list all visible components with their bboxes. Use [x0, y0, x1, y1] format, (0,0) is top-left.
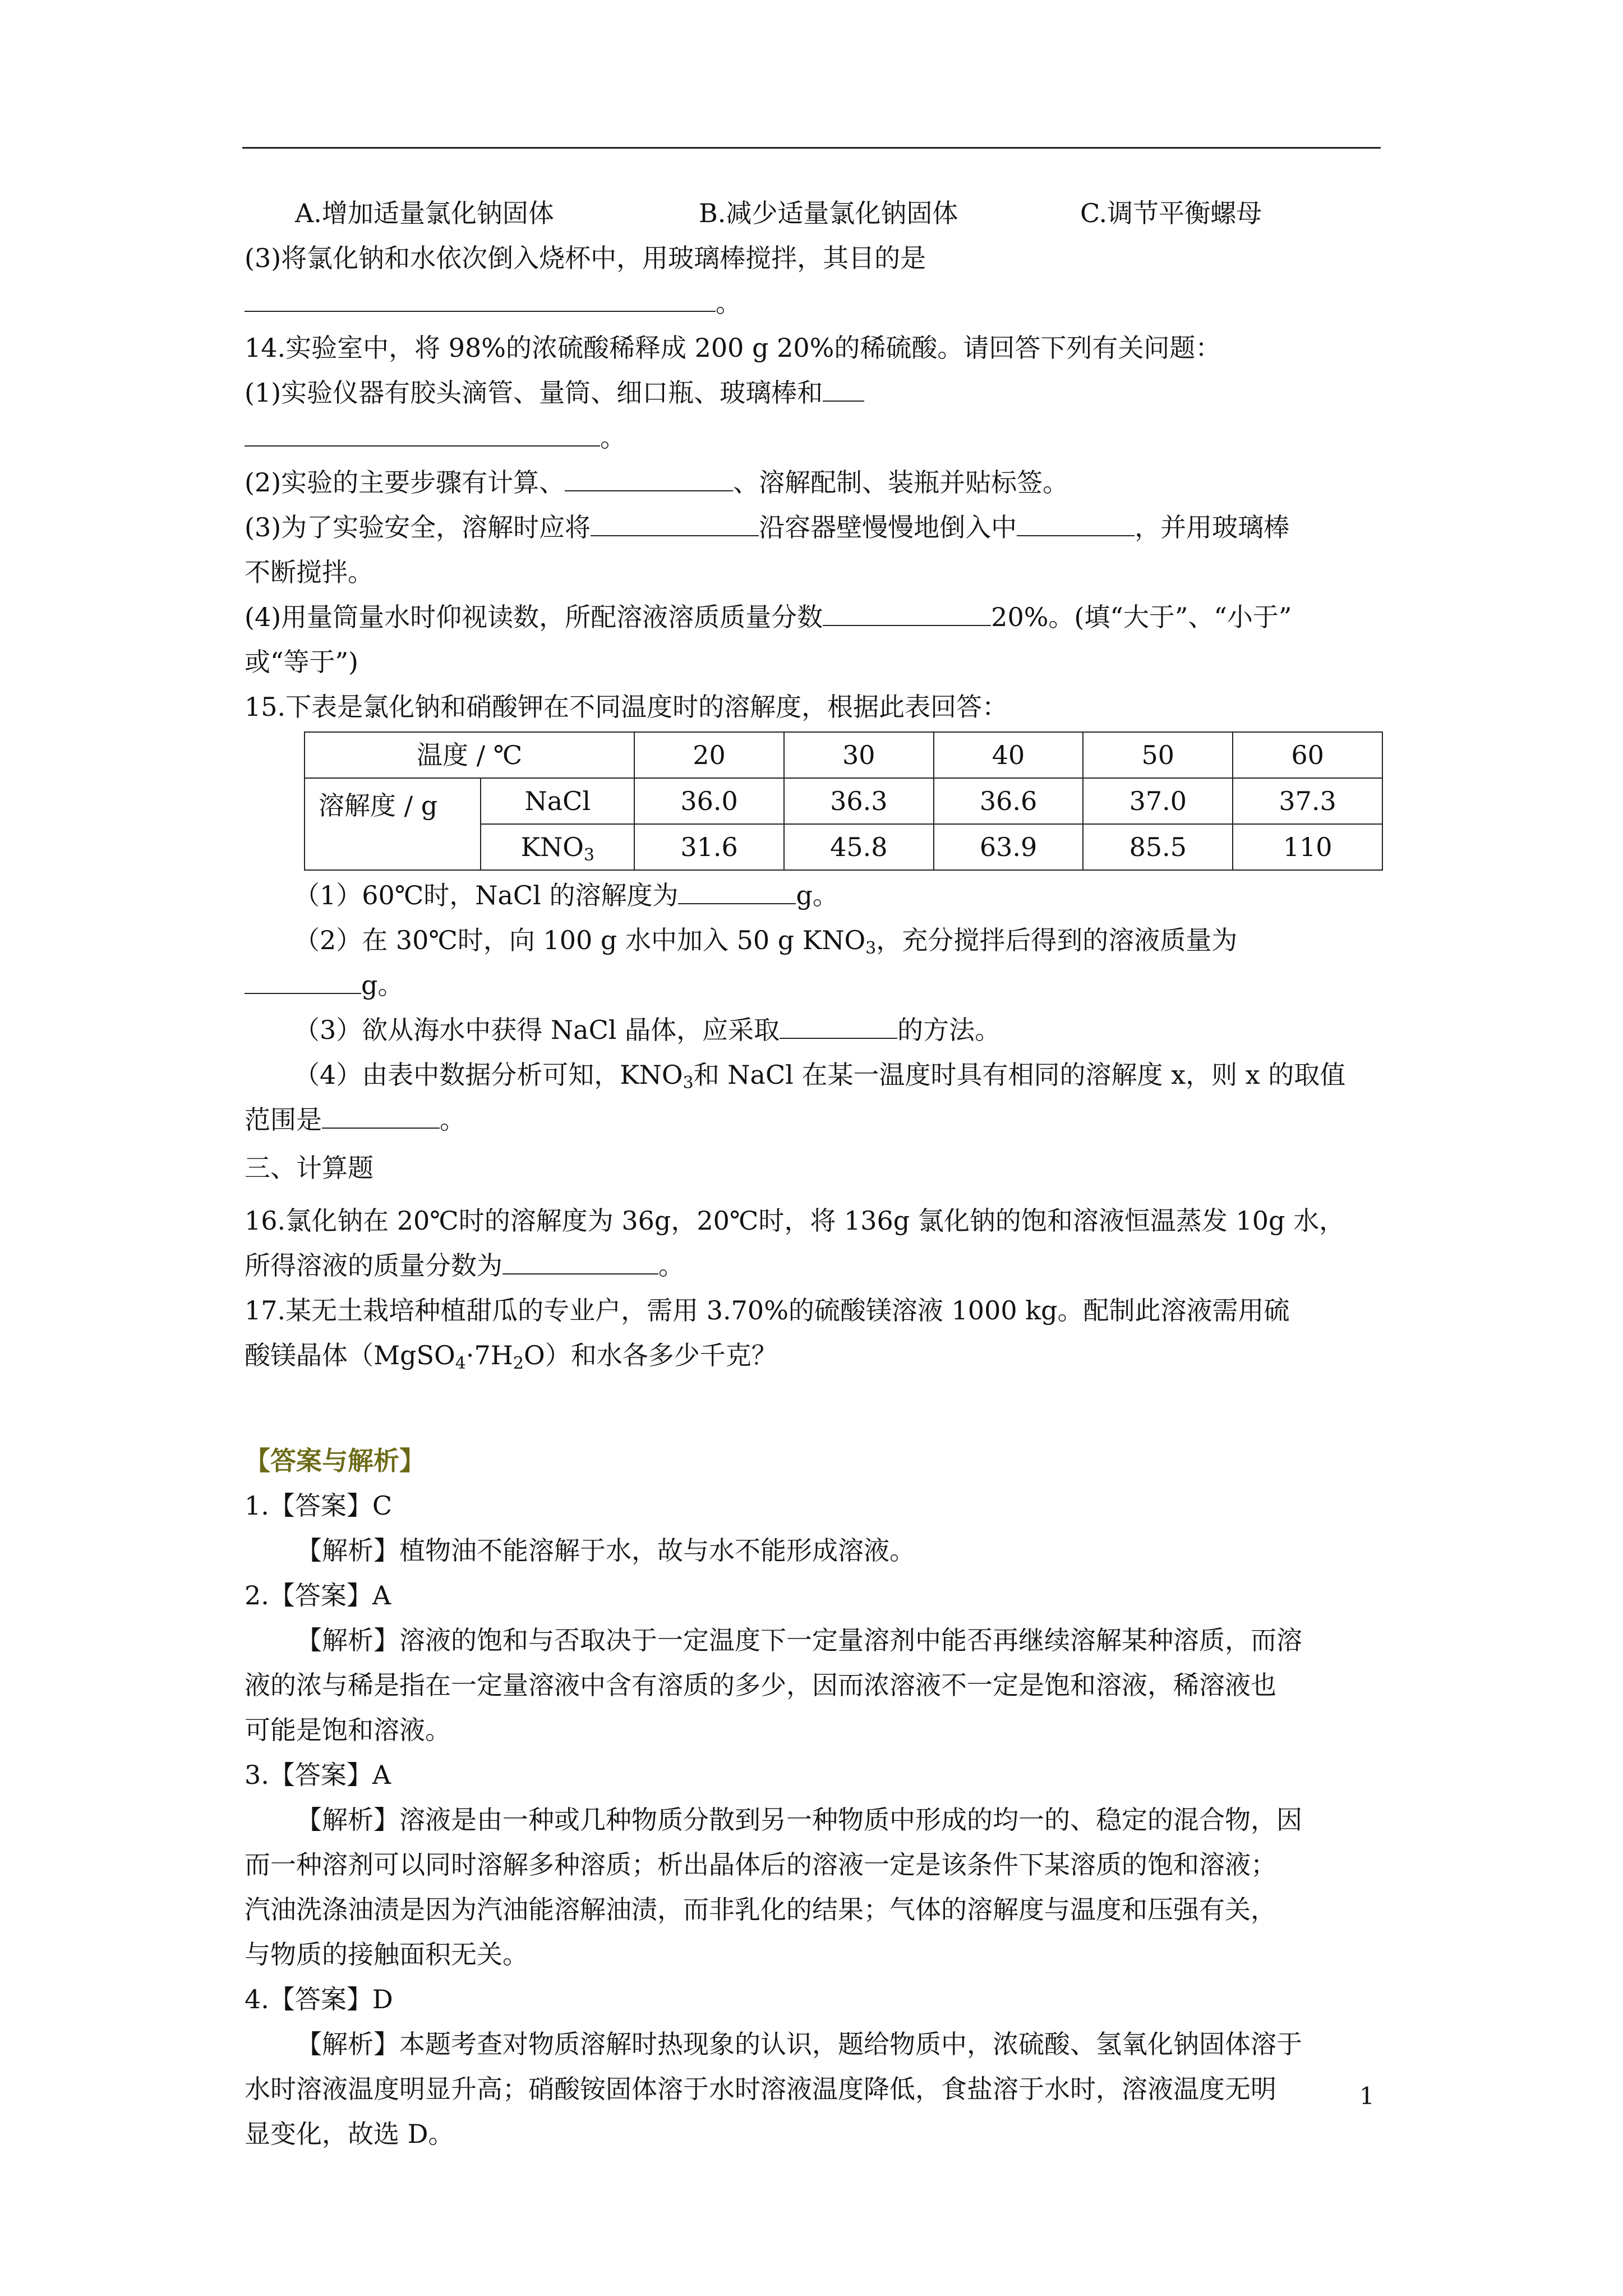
q14-part1-end: 。	[600, 422, 626, 453]
q14-part4	[245, 595, 1383, 639]
kno3-label-subscript: 3	[583, 845, 594, 865]
q15-part3-text-a: （3）欲从海水中获得 NaCl 晶体，应采取	[294, 1015, 780, 1045]
table-row	[305, 778, 1382, 824]
temp-header-cell: 温度 / ℃	[305, 732, 634, 778]
q15-part1	[245, 873, 1383, 918]
q17-subscript-2: 2	[513, 1354, 524, 1373]
q13-options	[245, 191, 1383, 236]
nacl-label-cell: NaCl	[481, 778, 634, 824]
answer-blank	[502, 1248, 658, 1274]
q14-part1-answer-line	[245, 415, 1383, 460]
answer-blank	[565, 464, 733, 491]
q14-part3	[245, 505, 1383, 550]
q15-part2-answer-line	[245, 963, 1383, 1007]
solubility-table	[304, 731, 1383, 871]
q14-part2-text-b: 、溶解配制、装瓶并贴标签。	[733, 467, 1069, 498]
q16-line1: 16.氯化钠在 20℃时的溶解度为 36g，20℃时，将 136g 氯化钠的饱和溶液恒温蒸发 10g 水，	[245, 1205, 1345, 1236]
section-heading: 三、计算题	[245, 1153, 374, 1183]
temp-cell: 30	[784, 732, 934, 778]
q14-part3-text-c: ，并用玻璃棒	[1135, 512, 1290, 542]
q15-part2-text-b: ，充分搅拌后得到的溶液质量为	[876, 925, 1238, 955]
q17-line1: 17.某无土栽培种植甜瓜的专业户，需用 3.70%的硫酸镁溶液 1000 kg。配制此溶液需用硫	[245, 1295, 1290, 1326]
analysis-line-cont: 与物质的接触面积无关。	[245, 1939, 528, 1970]
answer-line: 4.【答案】D	[245, 1984, 393, 2014]
kno3-value-cell: 85.5	[1083, 824, 1233, 870]
page-number: 1	[1359, 2082, 1375, 2110]
q16-text-b: 所得溶液的质量分数为	[245, 1250, 502, 1281]
q13-option-c: C.调节平衡螺母	[1080, 198, 1262, 228]
answer-blank	[823, 599, 991, 626]
analysis-line-cont: 显变化，故选 D。	[245, 2119, 454, 2149]
q15-part3	[245, 1007, 1383, 1052]
kno3-value-cell: 63.9	[934, 824, 1083, 870]
solubility-header-cell: 溶解度 / g	[305, 778, 481, 870]
q15-part1-text-b: g。	[796, 880, 838, 910]
q14-part3-cont: 不断搅拌。	[245, 557, 374, 587]
q15-part1-text-a: （1）60℃时，NaCl 的溶解度为	[294, 880, 679, 910]
q14-part1	[245, 370, 1383, 415]
nacl-value-cell: 36.6	[934, 778, 1083, 824]
analysis-line: 【解析】溶液是由一种或几种物质分散到另一种物质中形成的均一的、稳定的混合物，因	[296, 1805, 1302, 1835]
answer-line: 2.【答案】A	[245, 1580, 391, 1611]
nacl-value-cell: 36.3	[784, 778, 934, 824]
analysis-line-cont: 汽油洗涤油渍是因为汽油能溶解油渍，而非乳化的结果；气体的溶解度与温度和压强有关，	[245, 1894, 1276, 1925]
header-rule	[242, 147, 1381, 149]
page-content	[245, 191, 1383, 2156]
kno3-value-cell: 110	[1233, 824, 1382, 870]
temp-cell: 20	[634, 732, 784, 778]
answer-blank	[322, 1102, 440, 1129]
answer-blank	[245, 420, 600, 447]
q13-part3-answer-line	[245, 280, 1383, 325]
q17-text-b2: ·7H	[465, 1340, 513, 1370]
q16-text-c: 。	[658, 1250, 684, 1281]
q15-part2-subscript: 3	[865, 938, 877, 958]
answer-blank	[245, 967, 361, 994]
q15-part2-text-a: （2）在 30℃时，向 100 g 水中加入 50 g KNO	[294, 925, 866, 955]
kno3-value-cell: 45.8	[784, 824, 934, 870]
kno3-value-cell: 31.6	[634, 824, 784, 870]
analysis-line: 【解析】本题考查对物质溶解时热现象的认识，题给物质中，浓硫酸、氢氧化钠固体溶于	[296, 2029, 1302, 2059]
q15-part4-cont	[245, 1097, 1383, 1142]
analysis-line-cont: 而一种溶剂可以同时溶解多种溶质；析出晶体后的溶液一定是该条件下某溶质的饱和溶液；	[245, 1849, 1276, 1880]
temp-cell: 40	[934, 732, 1083, 778]
analysis-line: 【解析】植物油不能溶解于水，故与水不能形成溶液。	[296, 1535, 915, 1566]
nacl-value-cell: 36.0	[634, 778, 784, 824]
answer-list	[245, 1483, 1383, 2156]
q15-part2	[245, 918, 1383, 963]
q15-part4-text-a: （4）由表中数据分析可知，KNO	[294, 1060, 683, 1090]
answer-blank	[1017, 509, 1135, 536]
analysis-line-cont: 水时溶液温度明显升高；硝酸铵固体溶于水时溶液温度降低，食盐溶于水时，溶液温度无明	[245, 2074, 1276, 2104]
q14-part2	[245, 460, 1383, 505]
answer-blank	[780, 1012, 897, 1039]
answer-blank	[245, 285, 716, 312]
nacl-value-cell: 37.3	[1233, 778, 1382, 824]
q14-part4-cont: 或“等于”)	[245, 647, 358, 677]
q15-part4	[245, 1052, 1383, 1097]
table-row	[305, 732, 1382, 778]
answer-blank	[823, 375, 864, 402]
analysis-line-cont: 可能是饱和溶液。	[245, 1715, 451, 1745]
analysis-line: 【解析】溶液的饱和与否取决于一定温度下一定量溶剂中能否再继续溶解某种溶质，而溶	[296, 1625, 1302, 1655]
temp-cell: 50	[1083, 732, 1233, 778]
q15-part4-subscript: 3	[683, 1073, 694, 1093]
q13-option-b: B.减少适量氯化钠固体	[699, 198, 958, 228]
q15-part4-text-d: 。	[440, 1105, 465, 1135]
q17-line2	[245, 1333, 1383, 1378]
temp-cell: 60	[1233, 732, 1382, 778]
answer-line: 1.【答案】C	[245, 1490, 393, 1521]
kno3-label: KNO	[520, 832, 584, 862]
q15-part4-text-b: 和 NaCl 在某一温度时具有相同的溶解度 x，则 x 的取值	[693, 1060, 1346, 1090]
q13-part3: (3)将氯化钠和水依次倒入烧杯中，用玻璃棒搅拌，其目的是	[245, 243, 926, 273]
kno3-label-cell	[481, 824, 634, 870]
answer-line: 3.【答案】A	[245, 1760, 391, 1790]
q14-stem: 14.实验室中，将 98%的浓硫酸稀释成 200 g 20%的稀硫酸。请回答下列有关问题：	[245, 333, 1221, 363]
q17-text-b3: O）和水各多少千克？	[523, 1340, 777, 1370]
q13-option-a: A.增加适量氯化钠固体	[295, 198, 554, 228]
q14-part3-text-a: (3)为了实验安全，溶解时应将	[245, 512, 591, 542]
q15-part3-text-b: 的方法。	[897, 1015, 1001, 1045]
nacl-value-cell: 37.0	[1083, 778, 1233, 824]
q17-text-b1: 酸镁晶体（MgSO	[245, 1340, 455, 1370]
answer-blank	[591, 509, 759, 536]
analysis-line-cont: 液的浓与稀是指在一定量溶液中含有溶质的多少，因而浓溶液不一定是饱和溶液，稀溶液也	[245, 1670, 1276, 1700]
q13-part3-end: 。	[716, 288, 741, 318]
q14-part1-text: (1)实验仪器有胶头滴管、量筒、细口瓶、玻璃棒和	[245, 378, 823, 408]
q15-part4-text-c: 范围是	[245, 1105, 322, 1135]
q17-subscript-1: 4	[455, 1354, 466, 1373]
q16-line2	[245, 1243, 1383, 1288]
q14-part3-text-b: 沿容器壁慢慢地倒入中	[759, 512, 1017, 542]
q15-stem: 15.下表是氯化钠和硝酸钾在不同温度时的溶解度，根据此表回答：	[245, 692, 1008, 722]
q14-part4-text-b: 20%。(填“大于”、“小于”	[991, 602, 1292, 632]
answer-blank	[678, 877, 796, 904]
answers-heading: 【答案与解析】	[245, 1446, 425, 1476]
q15-part2-text-c: g。	[361, 970, 404, 1000]
q14-part2-text-a: (2)实验的主要步骤有计算、	[245, 467, 565, 498]
q14-part4-text-a: (4)用量筒量水时仰视读数，所配溶液溶质质量分数	[245, 602, 823, 632]
